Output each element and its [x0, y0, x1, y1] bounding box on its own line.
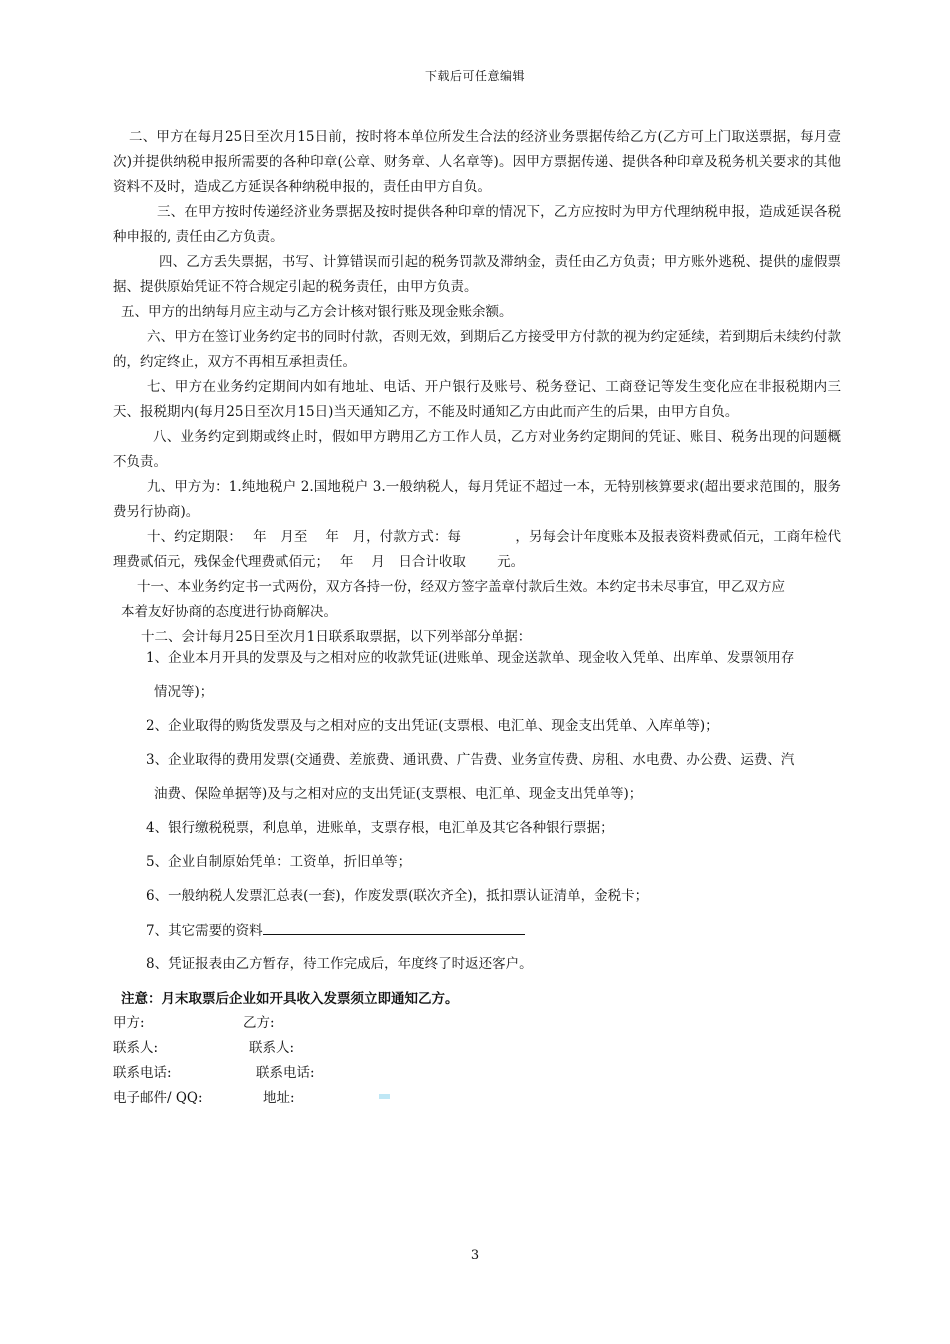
party-a-label: 甲方: [113, 1015, 145, 1031]
list-item: 4、银行缴税税票，利息单，进账单，支票存根，电汇单及其它各种银行票据； [146, 820, 614, 836]
page-header: 下载后可任意编辑 [424, 69, 525, 83]
list-item: 2、企业取得的购货发票及与之相对应的支出凭证(支票根、电汇单、现金支出凭单、入库单等)； [146, 718, 719, 734]
clause-5: 五、甲方的出纳每月应主动与乙方会计核对银行账及现金账余额。 [121, 304, 513, 320]
clause-11-continued: 本着友好协商的态度进行协商解决。 [121, 604, 337, 620]
phone-b-label: 联系电话: [256, 1065, 315, 1081]
notice-text: 注意：月末取票后企业如开具收入发票须立即通知乙方。 [121, 991, 459, 1007]
clause-6: 六、甲方在签订业务约定书的同时付款，否则无效，到期后乙方接受甲方付款的视为约定延续，若到期后未续约付款的，约定终止，双方不再相互承担责任。 [113, 329, 841, 370]
address-b-label: 地址: [263, 1090, 295, 1106]
clause-8: 八、业务约定到期或终止时，假如甲方聘用乙方工作人员，乙方对业务约定期间的凭证、账目、税务出现的问题概不负责。 [113, 429, 841, 470]
clause-10: 十、约定期限： 年 月至 年 月，付款方式：每 ，另每会计年度账本及报表资料费贰佰元，工商年检代理费贰佰元，残保金代理费贰佰元； 年 月 日合计收取 元。 [113, 529, 841, 570]
phone-a-label: 联系电话: [113, 1065, 172, 1081]
party-b-label: 乙方: [243, 1015, 275, 1031]
document-list [146, 648, 846, 988]
page-number: 3 [470, 1248, 480, 1263]
clause-11: 十一、本业务约定书一式两份，双方各持一份，经双方签字盖章付款后生效。本约定书未尽事宜，甲乙双方应 [137, 579, 785, 595]
list-item: 1、企业本月开具的发票及与之相对应的收款凭证(进账单、现金送款单、现金收入凭单、出库单、发票领用存 情况等)； [146, 650, 795, 700]
contact-a-label: 联系人: [113, 1040, 159, 1056]
clause-9: 九、甲方为：1.纯地税户 2.国地税户 3.一般纳税人，每月凭证不超过一本，无特别核算要求(超出要求范围的，服务费另行协商)。 [113, 479, 841, 520]
list-item: 3、企业取得的费用发票(交通费、差旅费、通讯费、广告费、业务宣传费、房租、水电费、办公费、运费、汽 油费、保险单据等)及与之相对应的支出凭证(支票根、电汇单、现金支出凭单等)； [146, 752, 795, 802]
clause-2: 二、甲方在每月25日至次月15日前，按时将本单位所发生合法的经济业务票据传给乙方(乙方可上门取送票据，每月壹次)并提供纳税申报所需要的各种印章(公章、财务章、人名章等)。因甲方票据传递、提供各种印章及税务机关要求的其他资料不及时，造成乙方延误各种纳税申报的，责任由甲方自负。 [113, 129, 841, 195]
list-item: 6、一般纳税人发票汇总表(一套)，作废发票(联次齐全)，抵扣票认证清单，金税卡； [146, 888, 649, 904]
contract-body [113, 125, 841, 650]
list-item: 7、其它需要的资料 [146, 920, 846, 954]
clause-4: 四、乙方丢失票据，书写、计算错误而引起的税务罚款及滞纳金，责任由乙方负责；甲方账外逃税、提供的虚假票据、提供原始凭证不符合规定引起的税务责任，由甲方负责。 [113, 254, 841, 295]
list-item: 8、凭证报表由乙方暂存，待工作完成后，年度终了时返还客户。 [146, 956, 533, 972]
contact-b-label: 联系人: [249, 1040, 295, 1056]
list-item: 5、企业自制原始凭单：工资单，折旧单等； [146, 854, 412, 870]
highlight-marker [379, 1094, 390, 1099]
clause-12: 十二、会计每月25日至次月1日联系取票据，以下列举部分单据： [141, 629, 532, 645]
blank-line [263, 920, 525, 935]
email-a-label: 电子邮件/ QQ: [113, 1090, 203, 1106]
clause-3: 三、在甲方按时传递经济业务票据及按时提供各种印章的情况下，乙方应按时为甲方代理纳税申报，造成延误各税种申报的, 责任由乙方负责。 [113, 204, 841, 245]
clause-7: 七、甲方在业务约定期间内如有地址、电话、开户银行及账号、税务登记、工商登记等发生变化应在非报税期内三天、报税期内(每月25日至次月15日)当天通知乙方，不能及时通知乙方由此而产生的后果，由甲方自负。 [113, 379, 841, 420]
signature-block [113, 1011, 513, 1111]
